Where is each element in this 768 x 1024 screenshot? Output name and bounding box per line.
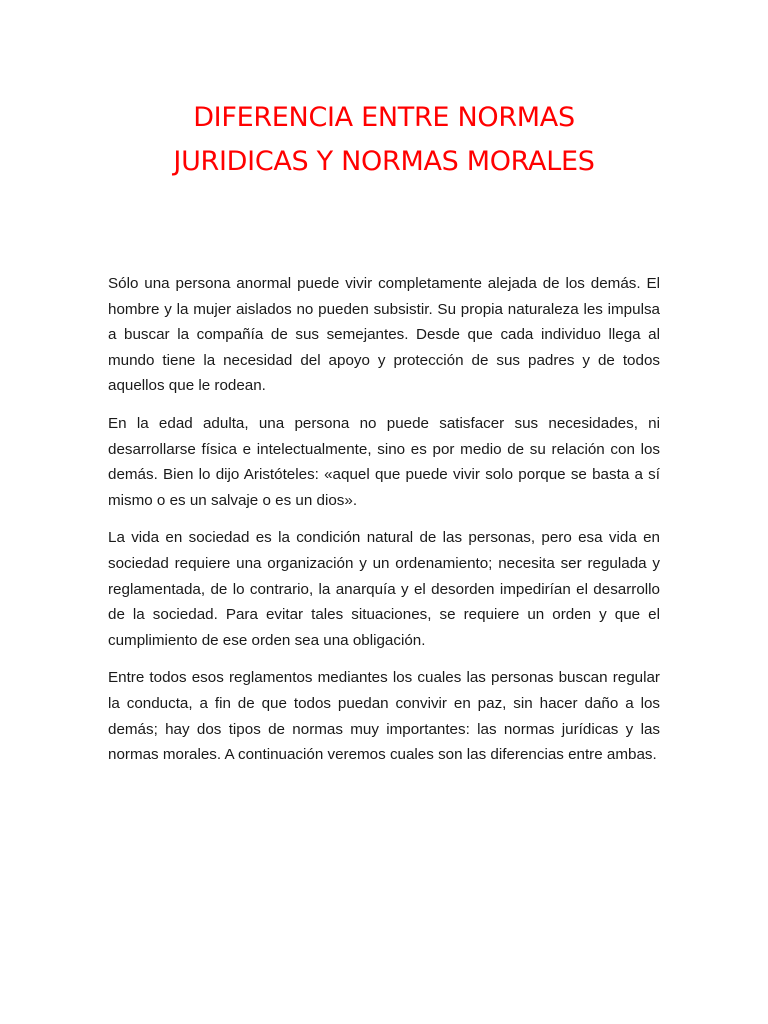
- title-line-1: DIFERENCIA ENTRE NORMAS: [193, 102, 575, 133]
- document-body: [108, 271, 660, 780]
- page-title: [80, 96, 688, 184]
- paragraph-2: En la edad adulta, una persona no puede satisfacer sus necesidades, ni desarrollarse física e intelectualmente, sino es por medio de su relación con los demás. Bien lo dijo Aristóteles: «aquel que puede vivir solo porque se basta a sí mismo o es un salvaje o es un dios».: [108, 414, 660, 509]
- paragraph-3: La vida en sociedad es la condición natural de las personas, pero esa vida en sociedad requiere una organización y un ordenamiento; necesita ser regulada y reglamentada, de lo contrario, la anarquía y el desorden impedirían el desarrollo de la sociedad. Para evitar tales situaciones, se requiere un orden y que el cumplimiento de ese orden sea una obligación.: [108, 529, 660, 649]
- paragraph-1: Sólo una persona anormal puede vivir completamente alejada de los demás. El hombre y la mujer aislados no pueden subsistir. Su propia naturaleza les impulsa a buscar la compañía de sus semejantes. Desde que cada individuo llega al mundo tiene la necesidad del apoyo y protección de sus padres y de todos aquellos que le rodean.: [108, 275, 660, 395]
- title-line-2: JURIDICAS Y NORMAS MORALES: [173, 146, 595, 177]
- paragraph-4: Entre todos esos reglamentos mediantes los cuales las personas buscan regular la conducta, a fin de que todos puedan convivir en paz, sin hacer daño a los demás; hay dos tipos de normas muy importantes: las normas jurídicas y las normas morales. A continuación veremos cuales son las diferencias entre ambas.: [108, 669, 660, 764]
